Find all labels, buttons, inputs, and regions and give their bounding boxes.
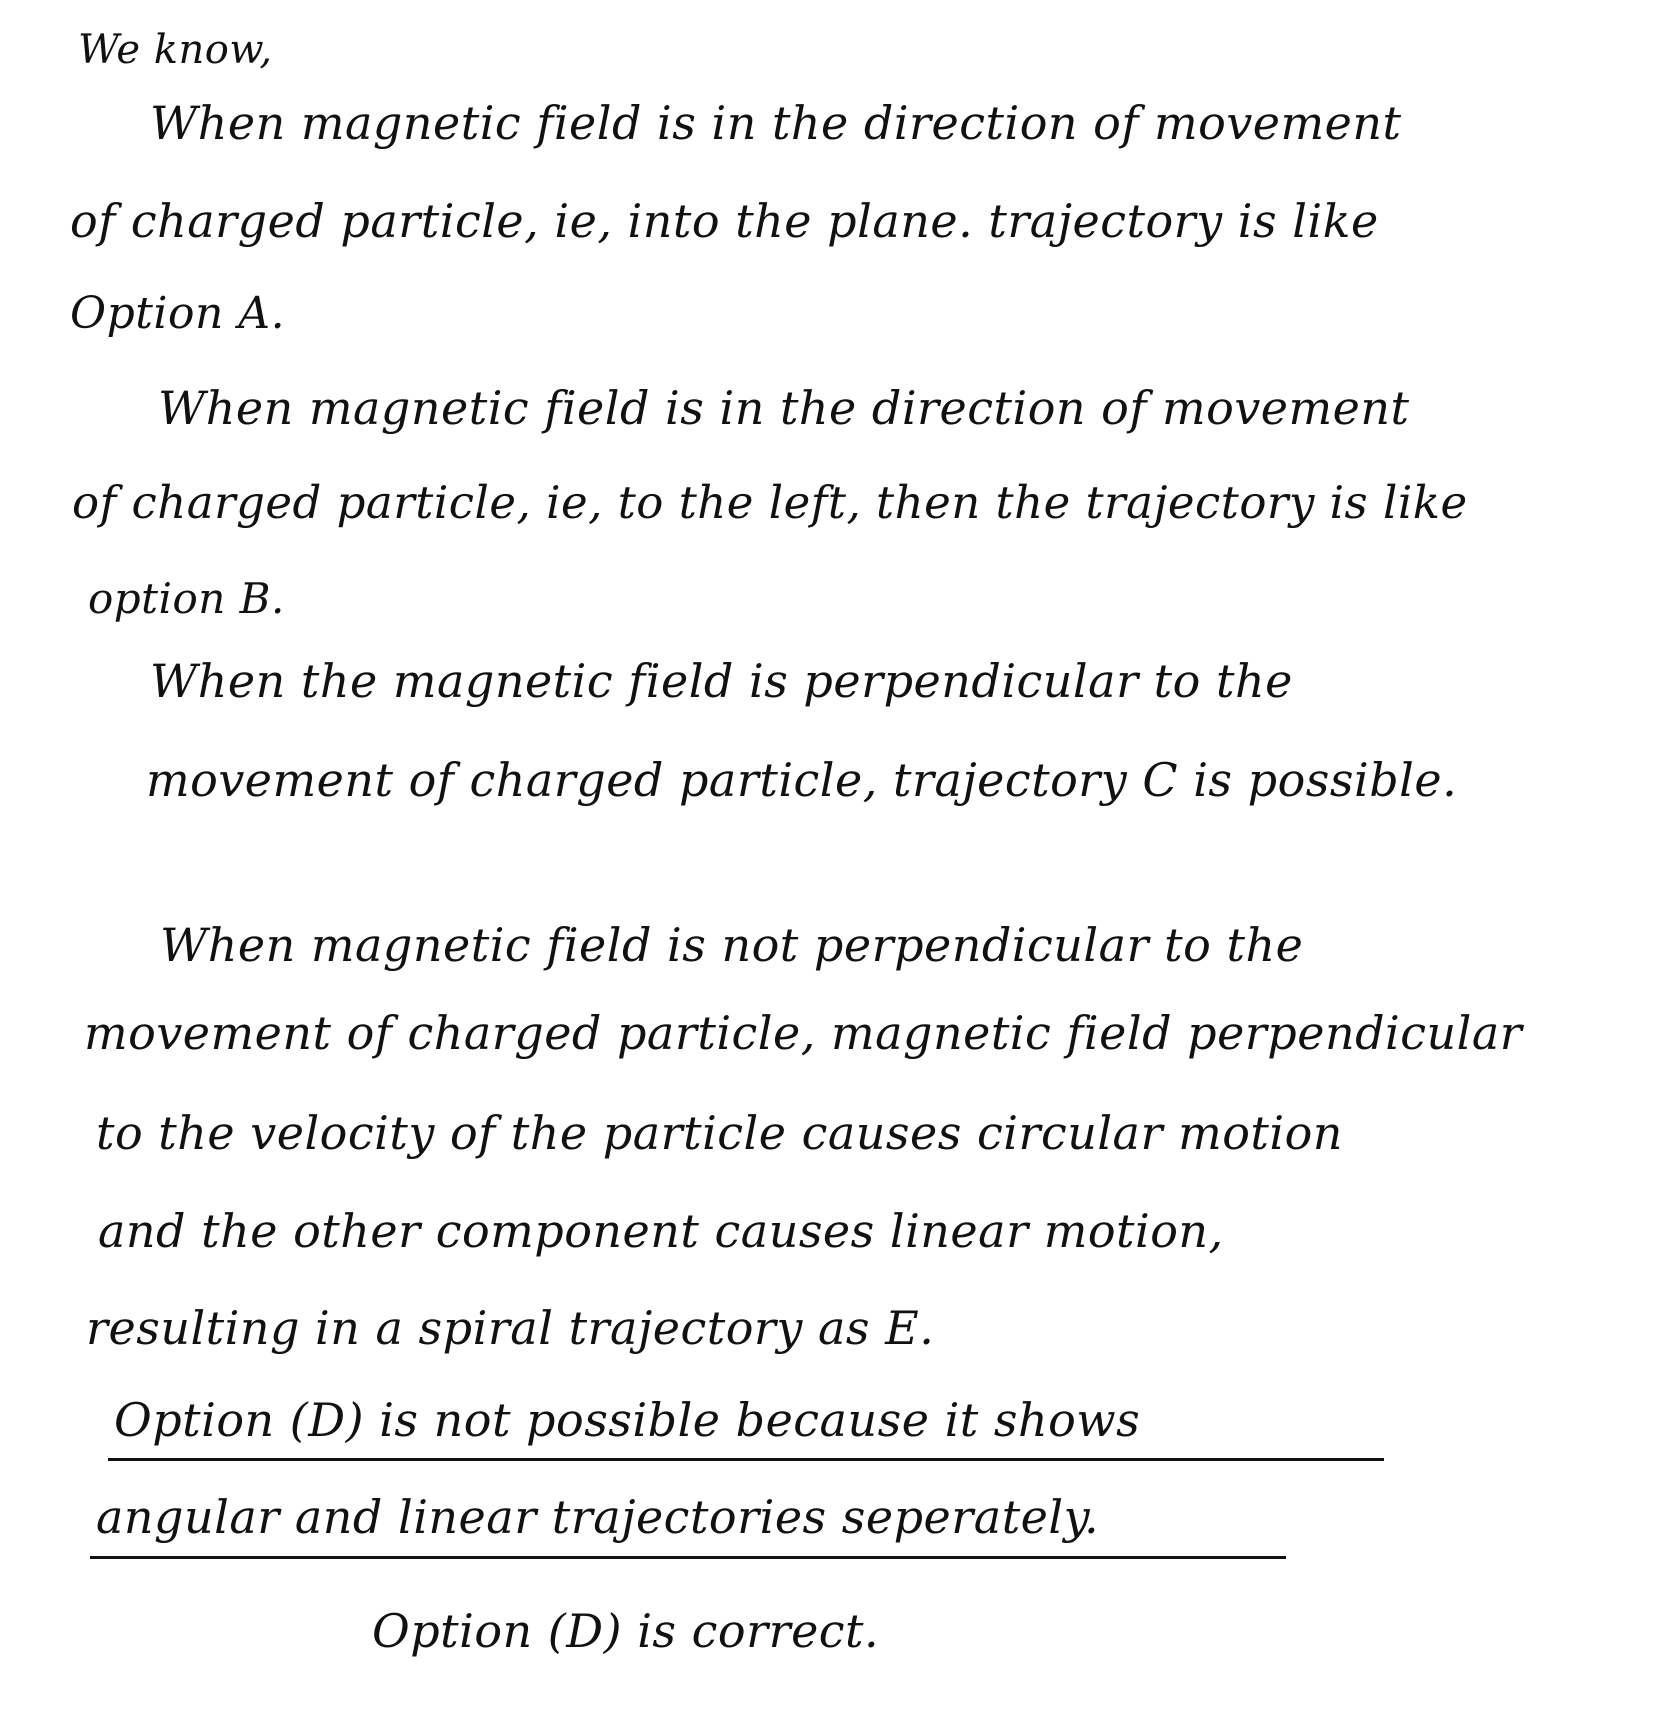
text-line: movement of charged particle, trajectory C is possible. (146, 753, 1458, 807)
text-line: When magnetic field is in the direction of movement (158, 381, 1410, 435)
text-line: option B. (88, 574, 285, 623)
text-line: When magnetic field is not perpendicular to the (160, 918, 1304, 972)
text-line: resulting in a spiral trajectory as E. (86, 1301, 935, 1355)
text-line: of charged particle, ie, to the left, then the trajectory is like (72, 476, 1468, 529)
text-line: Option A. (70, 288, 286, 339)
text-line: to the velocity of the particle causes circular motion (96, 1106, 1343, 1160)
text-line: Option (D) is correct. (372, 1604, 880, 1658)
text-line: When magnetic field is in the direction of movement (150, 96, 1402, 150)
text-line: We know, (78, 27, 273, 73)
text-line: movement of charged particle, magnetic field perpendicular (84, 1006, 1523, 1060)
underline (90, 1556, 1286, 1559)
text-line: angular and linear trajectories seperately. (96, 1490, 1100, 1544)
text-line: When the magnetic field is perpendicular to the (150, 654, 1293, 708)
text-line: and the other component causes linear motion, (98, 1204, 1224, 1258)
text-line: of charged particle, ie, into the plane. trajectory is like (70, 194, 1379, 248)
text-line: Option (D) is not possible because it shows (114, 1393, 1141, 1447)
underline (108, 1458, 1384, 1461)
